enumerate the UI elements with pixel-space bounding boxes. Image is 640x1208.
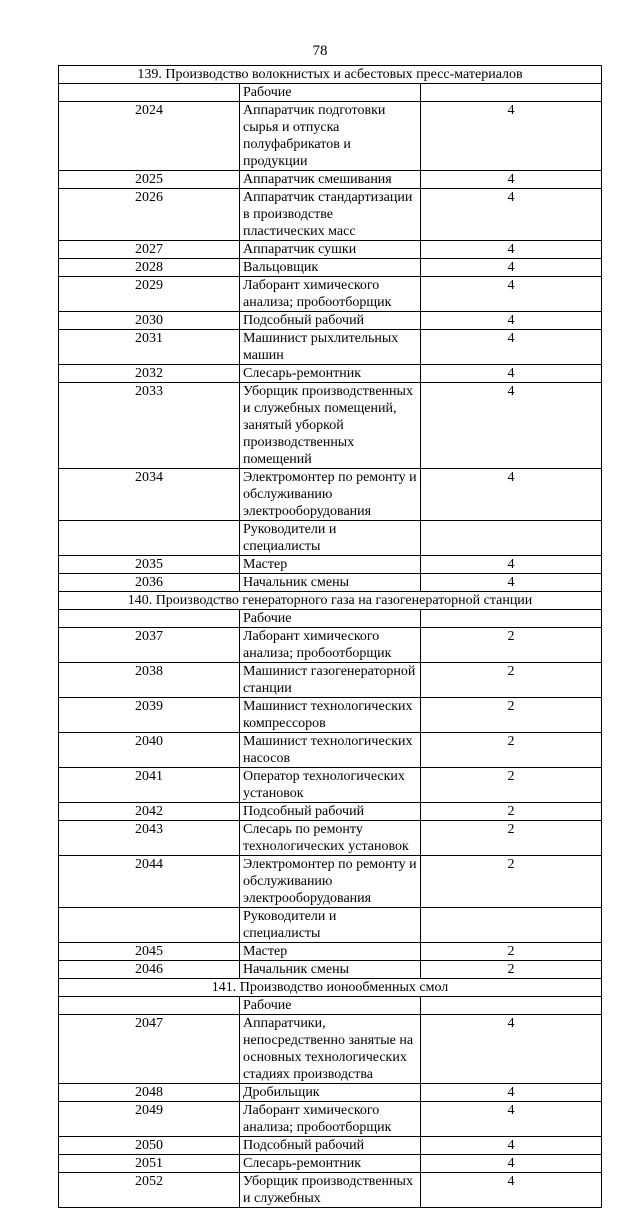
row-number: 2046 (59, 961, 240, 979)
row-position-name: Слесарь-ремонтник (240, 1155, 421, 1173)
row-number: 2024 (59, 102, 240, 171)
row-number: 2034 (59, 469, 240, 521)
row-value: 2 (421, 733, 602, 768)
table-row (59, 171, 602, 189)
group-num-cell (59, 908, 240, 943)
row-position-name: Подсобный рабочий (240, 312, 421, 330)
table-row (59, 102, 602, 171)
table-row (59, 383, 602, 469)
row-value: 2 (421, 768, 602, 803)
row-position-name: Уборщик производственных и служебных помещений, занятый уборкой производственных помещений (240, 383, 421, 469)
row-number: 2040 (59, 733, 240, 768)
row-number: 2027 (59, 241, 240, 259)
row-position-name: Лаборант химического анализа; пробоотборщик (240, 277, 421, 312)
table-row (59, 856, 602, 908)
row-position-name: Машинист технологических компрессоров (240, 698, 421, 733)
row-number: 2051 (59, 1155, 240, 1173)
row-position-name: Подсобный рабочий (240, 1137, 421, 1155)
section-title: 139. Производство волокнистых и асбестовых пресс-материалов (59, 66, 602, 84)
row-value: 2 (421, 821, 602, 856)
row-value: 4 (421, 1015, 602, 1084)
row-number: 2025 (59, 171, 240, 189)
row-value: 4 (421, 383, 602, 469)
positions-table (58, 65, 602, 1208)
row-position-name: Аппаратчик смешивания (240, 171, 421, 189)
row-number: 2052 (59, 1173, 240, 1208)
group-label: Рабочие (240, 610, 421, 628)
group-num-cell (59, 84, 240, 102)
row-position-name: Слесарь по ремонту технологических установок (240, 821, 421, 856)
row-number: 2050 (59, 1137, 240, 1155)
table-row (59, 628, 602, 663)
row-number: 2031 (59, 330, 240, 365)
row-value: 4 (421, 1102, 602, 1137)
row-value: 4 (421, 1173, 602, 1208)
group-header-row (59, 84, 602, 102)
row-value: 4 (421, 1137, 602, 1155)
row-number: 2030 (59, 312, 240, 330)
page-number: 78 (312, 43, 328, 59)
row-value: 4 (421, 259, 602, 277)
table-row (59, 330, 602, 365)
table-row (59, 821, 602, 856)
group-label: Руководители и специалисты (240, 521, 421, 556)
table-row (59, 663, 602, 698)
row-position-name: Машинист технологических насосов (240, 733, 421, 768)
row-position-name: Лаборант химического анализа; пробоотборщик (240, 1102, 421, 1137)
group-label: Рабочие (240, 997, 421, 1015)
section-title-row (59, 979, 602, 997)
row-position-name: Слесарь-ремонтник (240, 365, 421, 383)
table-row (59, 1155, 602, 1173)
row-position-name: Машинист рыхлительных машин (240, 330, 421, 365)
row-number: 2029 (59, 277, 240, 312)
group-label: Руководители и специалисты (240, 908, 421, 943)
table-row (59, 1015, 602, 1084)
table-row (59, 574, 602, 592)
row-value: 2 (421, 803, 602, 821)
row-position-name: Начальник смены (240, 961, 421, 979)
row-position-name: Мастер (240, 943, 421, 961)
section-title: 141. Производство ионообменных смол (59, 979, 602, 997)
table-row (59, 733, 602, 768)
group-value-cell (421, 610, 602, 628)
row-value: 2 (421, 961, 602, 979)
row-number: 2028 (59, 259, 240, 277)
group-header-row (59, 610, 602, 628)
group-num-cell (59, 997, 240, 1015)
section-title-row (59, 592, 602, 610)
table-row (59, 277, 602, 312)
row-value: 4 (421, 1084, 602, 1102)
table-row (59, 312, 602, 330)
row-number: 2042 (59, 803, 240, 821)
row-number: 2038 (59, 663, 240, 698)
table-body (59, 66, 602, 1208)
row-position-name: Аппаратчик сушки (240, 241, 421, 259)
section-title: 140. Производство генераторного газа на газогенераторной станции (59, 592, 602, 610)
row-position-name: Оператор технологических установок (240, 768, 421, 803)
table-row (59, 768, 602, 803)
row-number: 2047 (59, 1015, 240, 1084)
row-value: 2 (421, 943, 602, 961)
table-row (59, 803, 602, 821)
group-num-cell (59, 521, 240, 556)
row-number: 2026 (59, 189, 240, 241)
group-value-cell (421, 997, 602, 1015)
row-value: 4 (421, 469, 602, 521)
table-row (59, 1102, 602, 1137)
row-position-name: Аппаратчик стандартизации в производстве пластических масс (240, 189, 421, 241)
row-value: 4 (421, 102, 602, 171)
table-row (59, 365, 602, 383)
row-position-name: Дробильщик (240, 1084, 421, 1102)
table-row (59, 241, 602, 259)
row-number: 2039 (59, 698, 240, 733)
row-position-name: Подсобный рабочий (240, 803, 421, 821)
row-value: 4 (421, 171, 602, 189)
section-title-row (59, 66, 602, 84)
row-number: 2033 (59, 383, 240, 469)
row-number: 2044 (59, 856, 240, 908)
table-row (59, 189, 602, 241)
row-value: 4 (421, 1155, 602, 1173)
row-value: 4 (421, 277, 602, 312)
table-row (59, 556, 602, 574)
row-number: 2049 (59, 1102, 240, 1137)
row-number: 2045 (59, 943, 240, 961)
row-value: 4 (421, 330, 602, 365)
row-position-name: Электромонтер по ремонту и обслуживанию электрооборудования (240, 469, 421, 521)
group-value-cell (421, 521, 602, 556)
row-number: 2041 (59, 768, 240, 803)
table-row (59, 943, 602, 961)
table-row (59, 1173, 602, 1208)
row-number: 2043 (59, 821, 240, 856)
row-value: 4 (421, 241, 602, 259)
group-value-cell (421, 908, 602, 943)
row-value: 2 (421, 698, 602, 733)
row-position-name: Аппаратчики, непосредственно занятые на основных технологических стадиях производства (240, 1015, 421, 1084)
row-position-name: Машинист газогенераторной станции (240, 663, 421, 698)
row-position-name: Мастер (240, 556, 421, 574)
table-row (59, 1084, 602, 1102)
table-row (59, 698, 602, 733)
row-value: 2 (421, 663, 602, 698)
row-value: 4 (421, 556, 602, 574)
row-value: 2 (421, 856, 602, 908)
row-number: 2032 (59, 365, 240, 383)
row-position-name: Лаборант химического анализа; пробоотборщик (240, 628, 421, 663)
row-position-name: Электромонтер по ремонту и обслуживанию электрооборудования (240, 856, 421, 908)
table-row (59, 1137, 602, 1155)
row-value: 4 (421, 574, 602, 592)
table-row (59, 961, 602, 979)
row-number: 2036 (59, 574, 240, 592)
row-value: 4 (421, 312, 602, 330)
group-value-cell (421, 84, 602, 102)
group-header-row (59, 997, 602, 1015)
row-position-name: Уборщик производственных и служебных (240, 1173, 421, 1208)
row-number: 2035 (59, 556, 240, 574)
row-position-name: Начальник смены (240, 574, 421, 592)
row-number: 2037 (59, 628, 240, 663)
group-label: Рабочие (240, 84, 421, 102)
group-header-row (59, 908, 602, 943)
table-row (59, 259, 602, 277)
row-value: 4 (421, 365, 602, 383)
table-row (59, 469, 602, 521)
group-header-row (59, 521, 602, 556)
row-position-name: Аппаратчик подготовки сырья и отпуска полуфабрикатов и продукции (240, 102, 421, 171)
row-value: 4 (421, 189, 602, 241)
group-num-cell (59, 610, 240, 628)
row-number: 2048 (59, 1084, 240, 1102)
row-position-name: Вальцовщик (240, 259, 421, 277)
row-value: 2 (421, 628, 602, 663)
